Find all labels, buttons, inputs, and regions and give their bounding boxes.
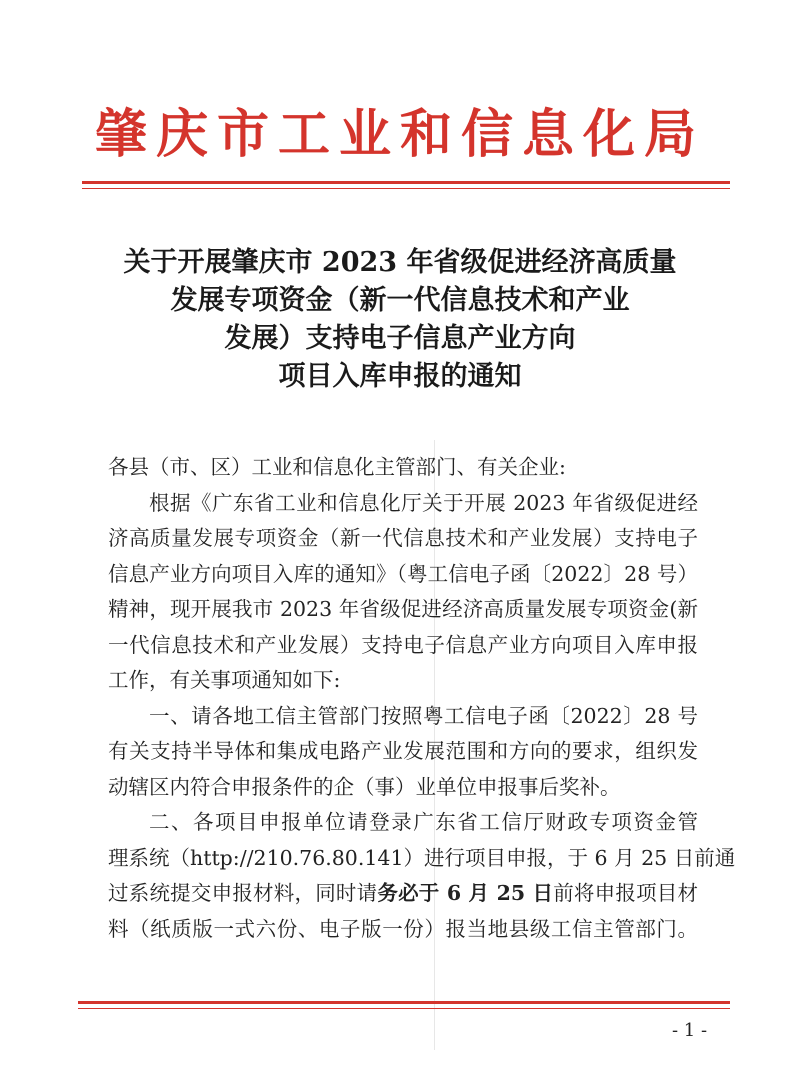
salutation: 各县（市、区）工业和信息化主管部门、有关企业:: [108, 455, 566, 479]
title-line-1: 关于开展肇庆市 2023 年省级促进经济高质量: [123, 247, 677, 278]
agency-letterhead: 肇庆市工业和信息化局: [94, 105, 705, 165]
paragraph-1-line: 一代信息技术和产业发展）支持电子信息产业方向项目入库申报: [108, 632, 698, 657]
paragraph-3-line: [108, 876, 698, 912]
title-line-2: 发展专项资金（新一代信息技术和产业: [170, 285, 630, 316]
paragraph-1-line: 工作，有关事项通知如下:: [108, 668, 341, 692]
paragraph-2-line: 有关支持半导体和集成电路产业发展范围和方向的要求，组织发: [108, 739, 698, 763]
footer-rule-thick: [78, 1001, 730, 1004]
footer-rule-thin: [78, 1008, 730, 1009]
document-body: [108, 450, 736, 947]
paragraph-1-line: 信息产业方向项目入库的通知》（粤工信电子函〔2022〕28 号）: [108, 561, 698, 586]
paragraph-2-line: 动辖区内符合申报条件的企（事）业单位申报事后奖补。: [108, 774, 621, 799]
paragraph-1-line: 精神，现开展我市 2023 年省级促进经济高质量发展专项资金(新: [108, 597, 698, 621]
paragraph-3-line: 二、各项目申报单位请登录广东省工信厅财政专项资金管: [149, 810, 698, 834]
page-number: - 1 -: [672, 1020, 708, 1041]
document-title: [0, 244, 800, 396]
paragraph-2-line: 一、请各地工信主管部门按照粤工信电子函〔2022〕28 号: [149, 703, 698, 728]
paragraph-1-line: 根据《广东省工业和信息化厅关于开展 2023 年省级促进经: [149, 490, 698, 515]
paragraph-3-text: 前将申报项目材: [553, 881, 699, 905]
title-line-3: 发展）支持电子信息产业方向: [224, 323, 576, 354]
letterhead-rule-thin: [82, 188, 730, 189]
letterhead-rule-thick: [82, 181, 730, 184]
paragraph-1-line: 济高质量发展专项资金（新一代信息技术和产业发展）支持电子: [108, 526, 698, 550]
title-line-4: 项目入库申报的通知: [278, 361, 522, 392]
paragraph-3-text: 过系统提交申报材料，同时请: [108, 881, 378, 905]
deadline-emphasis: 务必于 6 月 25 日: [377, 881, 554, 905]
paragraph-3-line: 料（纸质版一式六份、电子版一份）报当地县级工信主管部门。: [108, 916, 698, 941]
paragraph-3-line: 理系统（http://210.76.80.141）进行项目申报，于 6 月 25 日前通: [108, 845, 736, 870]
